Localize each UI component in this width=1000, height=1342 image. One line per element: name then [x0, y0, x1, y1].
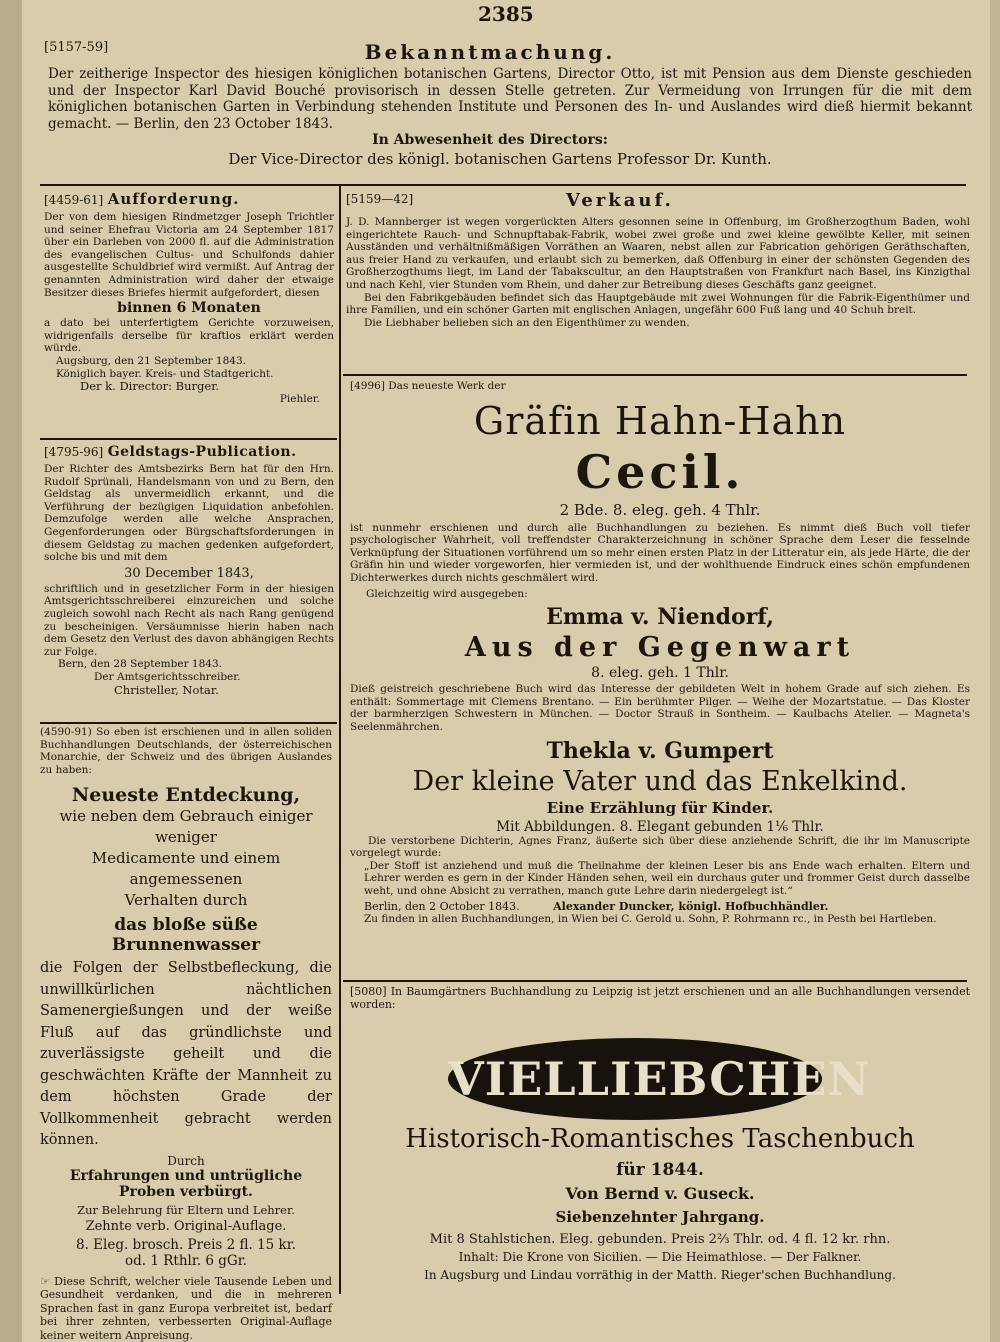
ad-body-2: a dato bei unterfertigtem Gerichte vorzuweisen, widrigenfalls derselbe für kraftlos erklärt werden würde. — [44, 317, 334, 355]
ad-date: 30 December 1843, — [124, 565, 254, 581]
vielliebchen-year: für 1844. — [616, 1160, 704, 1180]
ad-author: Gräfin Hahn-Hahn — [473, 398, 847, 443]
ad-line: Medicamente und einem angemessenen — [91, 849, 281, 889]
horizontal-rule — [40, 438, 337, 440]
ad-heading: Aufforderung. — [107, 190, 240, 208]
ad-intro: So eben ist erschienen und in allen soliden Buchhandlungen Deutschlands, der österreichischen Monarchie, der Schweiz und des übrigen Auslandes zu haben: — [40, 726, 332, 776]
ad-body: die Folgen der Selbstbefleckung, die unwillkürlichen nächtlichen Samenergießungen und der weiße Fluß auf das gründlichste und zuverlässigste geheilt und die geschwächten Kräfte der Mannheit zu dem höchsten Grade der Vollkommenheit gebracht werden können. — [40, 960, 332, 1149]
vielliebchen-author: Von Bernd v. Guseck. — [565, 1184, 755, 1203]
ad-clerk: Piehler. — [279, 392, 320, 405]
ad-intro: Das neueste Werk der — [388, 380, 506, 392]
vielliebchen-stock: In Augsburg und Lindau vorräthig in der Matth. Rieger'schen Buchhandlung. — [424, 1268, 896, 1282]
ad-price: 8. Eleg. brosch. Preis 2 fl. 15 kr. — [76, 1236, 296, 1253]
ad-title-3: Der kleine Vater und das Enkelkind. — [412, 765, 908, 797]
ad-court: Königlich bayer. Kreis- und Stadtgericht. — [56, 367, 274, 380]
ad-title: Cecil. — [575, 444, 745, 499]
page-number: 2385 — [478, 2, 534, 26]
vielliebchen-contents: Inhalt: Die Krone von Sicilien. — Die Heimathlose. — Der Falkner. — [458, 1250, 862, 1264]
vielliebchen-intro-line — [350, 986, 970, 1011]
ad-author-2: Emma v. Niendorf, — [546, 604, 774, 631]
ad-body-3: Die verstorbene Dichterin, Agnes Franz, äußerte sich über diese anziehende Schrift, die ihr im Manuscripte vorgelegt wurde: — [350, 834, 970, 860]
ad-body: Der Richter des Amtsbezirks Bern hat für den Hrn. Rudolf Sprünali, Handelsmann von und zu Bern, den Geldstag als unvermeidlich erkannt, und die Verführung der bezügigen Liquidation anbefohlen. Demzufolge werden alle welche Ansprachen, Gegenforderungen oder Bürgschaftsforderungen in diesem Geldstag zu machen gedenken aufgefordert, solche bis und mit dem — [44, 463, 334, 564]
column-rule — [339, 186, 341, 1294]
geldstag-ad — [44, 444, 334, 696]
ad-ref: [4459-61] — [44, 193, 104, 207]
ad-heading: Geldstags-Publication. — [107, 444, 297, 460]
ad-place-date: Berlin, den 2 October 1843. — [364, 899, 520, 913]
ad-stock: Zu finden in allen Buchhandlungen, in Wien bei C. Gerold u. Sohn, P. Rohrmann rc., in Pesth bei Hartleben. — [364, 912, 937, 925]
ad-format-3: Mit Abbildungen. 8. Elegant gebunden 1⅙ Thlr. — [496, 818, 824, 835]
ad-office: Der Amtsgerichtsschreiber. — [94, 670, 241, 683]
ad-body-2: Bei den Fabrikgebäuden befindet sich das Hauptgebäude mit zwei Wohnungen für die Fabrik-Eigenthümer und ihre Familien, und ein schöner Garten mit englischen Anlagen, ungefähr 600 Fuß lang und 40 Schuh breit. — [346, 291, 970, 317]
ad-ref: (4590-91) — [40, 726, 92, 738]
ad-title-2: das bloße süße Brunnenwasser — [111, 915, 261, 956]
ad-deadline: binnen 6 Monaten — [117, 300, 261, 317]
ad-proofs: Proben verbürgt. — [119, 1183, 253, 1200]
page-edge — [0, 0, 22, 1342]
ad-ref: [5080] — [350, 985, 387, 998]
vielliebchen-price: Mit 8 Stahlstichen. Eleg. gebunden. Preis 2⅔ Thlr. od. 4 fl. 12 kr. rhn. — [429, 1232, 891, 1247]
ad-purpose: Zur Belehrung für Eltern und Lehrer. — [77, 1202, 295, 1217]
horizontal-rule — [40, 722, 337, 724]
ad-body: Der von dem hiesigen Rindmetzger Joseph Trichtler und seiner Ehefrau Victoria am 24 September 1817 über ein Darleben von 2000 fl. auf die Administration des evangelischen Cultus- und Schulfonds dahier ausgestellte Schuldbrief wird vermißt. Auf Antrag der genannten Administration wird daher der etwaige Besitzer dieses Briefes hiermit aufgefordert, diesen — [44, 211, 334, 299]
ad-durch: Durch — [167, 1153, 205, 1168]
ad-ref: [4996] — [350, 380, 385, 392]
hahn-ad — [350, 380, 970, 925]
ad-publisher: Alexander Duncker, königl. Hofbuchhändler. — [553, 899, 829, 913]
vielliebchen-subtitle: Historisch-Romantisches Taschenbuch — [405, 1124, 915, 1154]
notice-body: Der zeitherige Inspector des hiesigen königlichen botanischen Gartens, Director Otto, ist mit Pension aus dem Dienste geschieden und der Inspector Karl David Bouché provisorisch in dessen Stelle getreten. Zur Vermeidung von Irrungen für die mit dem königlichen botanischen Garten in Verbindung stehenden Institute und Personen des In- und Auslandes wird dieß hiermit bekannt gemacht. — Berlin, den 23 October 1843. — [48, 66, 972, 132]
ad-price: od. 1 Rthlr. 6 gGr. — [125, 1252, 247, 1269]
notice-ref: [5157-59] — [44, 40, 109, 55]
ad-body-2: Dieß geistreich geschriebene Buch wird das Interesse der gebildeten Welt in hohem Grade auf sich ziehen. Es enthält: Sommertage mit Clemens Brentano. — Ein berühmter Pilger. — Weihe der Mozartstatue. — Das Kloster der barmherzigen Schwestern in München. — Doctor Strauß in Sontheim. — Kaulbachs Atelier. — Magneta's Seelenmährchen. — [350, 683, 970, 733]
ad-title: Neueste Entdeckung, — [71, 784, 301, 807]
ad-heading: Verkauf. — [566, 190, 674, 211]
ad-body-2: schriftlich und in gesetzlicher Form in der hiesigen Amtsgerichtsschreiberei einzureichen und solche zugleich sowohl nach Recht als nach Rang genügend zu bescheinigen. Versäumnisse hierin haben nach dem Gesetz den Verlust des davon abhängigen Rechts zur Folge. — [44, 582, 334, 658]
ad-ref: [4795-96] — [44, 445, 104, 459]
page-edge — [990, 0, 1000, 1342]
ad-line: Verhalten durch — [124, 891, 248, 910]
ad-place-date: Augsburg, den 21 September 1843. — [56, 354, 246, 367]
aufforderung-ad — [44, 190, 334, 405]
ad-quote: „Der Stoff ist anziehend und muß die Theilnahme der kleinen Leser bis ans Ende wach erhalten. Eltern und Lehrer werden es gern in der Kinder Händen sehen, weil ein durchaus guter und frommer Geist durch dasselbe weht, und ohne Absicht zu verrathen, manch gute Lehre darin niedergelegt ist.“ — [364, 859, 970, 897]
ad-ref: [5159—42] — [346, 192, 414, 206]
ad-signature: Christeller, Notar. — [114, 682, 219, 697]
ad-also: Gleichzeitig wird ausgegeben: — [366, 587, 528, 600]
horizontal-rule — [343, 374, 967, 376]
ad-edition: Zehnte verb. Original-Auflage. — [85, 1218, 287, 1234]
notice-absence: In Abwesenheit des Directors: — [372, 132, 608, 148]
ad-intro: In Baumgärtners Buchhandlung zu Leipzig ist jetzt erschienen und an alle Buchhandlungen versendet worden: — [350, 985, 970, 1011]
ad-subtitle-3: Eine Erzählung für Kinder. — [546, 798, 774, 817]
ad-author-3: Thekla v. Gumpert — [546, 737, 774, 764]
ad-body-3: Die Liebhaber belieben sich an den Eigenthümer zu wenden. — [364, 316, 690, 329]
ad-line: wie neben dem Gebrauch einiger weniger — [59, 807, 313, 847]
notice-signature: Der Vice-Director des königl. botanischen Gartens Professor Dr. Kunth. — [228, 150, 772, 168]
ad-format-2: 8. eleg. geh. 1 Thlr. — [591, 665, 729, 682]
ad-title-2: Aus der Gegenwart — [464, 632, 856, 664]
entdeckung-ad — [40, 726, 332, 1342]
verkauf-ad — [346, 190, 970, 329]
ad-place-date: Bern, den 28 September 1843. — [58, 658, 222, 671]
vielliebchen-title-oval: VIELLIEBCHEN — [448, 1038, 822, 1120]
ad-body: ist nunmehr erschienen und durch alle Buchhandlungen zu beziehen. Es nimmt dieß Buch voll tiefer psychologischer Wahrheit, voll treffendster Charakterzeichnung in schöner Sprache dem Leser die fesselnde Verknüpfung der Situationen vorführend um so mehr einen ersten Platz in der Litteratur ein, als jede Härte, die der Gräfin hin und wieder vorgeworfen, hier vermieden ist, und der wohlthuende Eindruck eines schön empfundenen Dichterwerkes durch nichts geschmälert wird. — [350, 521, 970, 584]
vielliebchen-edition: Siebenzehnter Jahrgang. — [555, 1208, 765, 1226]
horizontal-rule — [40, 184, 966, 186]
ad-body: J. D. Mannberger ist wegen vorgerückten Alters gesonnen seine in Offenburg, im Großherzogthum Baden, wohl eingerichtete Rauch- und Schnupftabak-Fabrik, wobei zwei große und zwei kleine gewölbte Keller, mit seinen Ausständen und verhältnißmäßigen Vorräthen an Waaren, nebst allen zur Fabrication gehörigen Geräthschaften, aus freier Hand zu verkaufen, und erlaubt sich zu bemerken, daß Offenburg in einer der schönsten Gegenden des Großherzogthums liegt, im Land der Tabakscultur, an den Hauptstraßen von Frankfurt nach Basel, ins Kinzigthal und nach Kehl, vier Stunden vom Rhein, und daher zur Betreibung dieses Geschäfts ganz geeignet. — [346, 216, 970, 291]
notice-heading: Bekanntmachung. — [364, 40, 616, 64]
ad-format: 2 Bde. 8. eleg. geh. 4 Thlr. — [559, 500, 761, 519]
ad-proofs: Erfahrungen und untrügliche — [69, 1167, 303, 1184]
ad-footer: ☞ Diese Schrift, welcher viele Tausende Leben und Gesundheit verdanken, und die in mehreren Sprachen fast in ganz Europa verbreitet ist, bedarf bei ihrer zehnten, verbesserten Original-Auflage keiner weitern Anpreisung. — [40, 1274, 332, 1342]
ad-director: Der k. Director: Burger. — [80, 379, 220, 394]
horizontal-rule — [343, 980, 967, 982]
